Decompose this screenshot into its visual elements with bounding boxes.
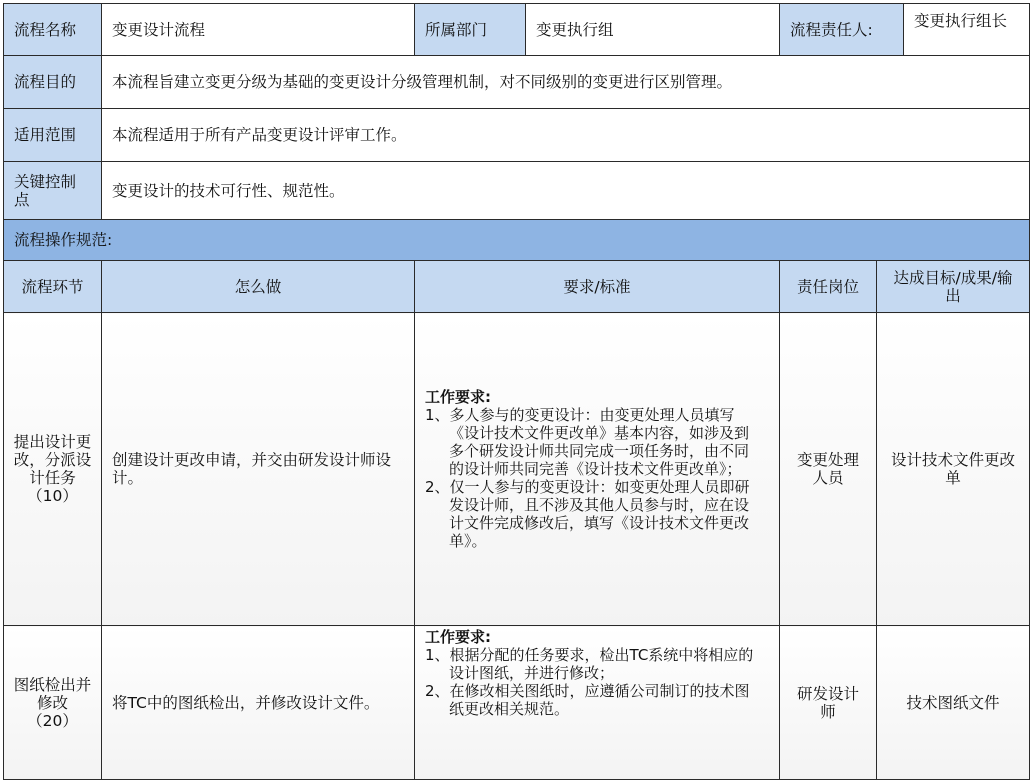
step-name: 图纸检出并修改 xyxy=(13,675,92,712)
scope-value: 本流程适用于所有产品变更设计评审工作。 xyxy=(102,109,1030,162)
requirement-item: 1、多人参与的变更设计：由变更处理人员填写《设计技术文件更改单》基本内容，如涉及到多个研发设计师共同完成一项任务时，由不同的设计师共同完善《设计技术文件更改单》； xyxy=(425,406,750,478)
role-cell: 研发设计师 xyxy=(780,626,877,780)
output-cell: 设计技术文件更改单 xyxy=(877,313,1030,626)
process-document xyxy=(3,3,1029,780)
info-row-scope xyxy=(4,109,1030,162)
requirement-cell xyxy=(415,313,780,626)
table-row xyxy=(4,626,1030,780)
section-title: 流程操作规范: xyxy=(4,220,1030,261)
col-header-output: 达成目标/成果/输出 xyxy=(877,261,1030,313)
step-name: 提出设计更改，分派设计任务 xyxy=(13,433,92,487)
role-cell: 变更处理人员 xyxy=(780,313,877,626)
step-cell xyxy=(4,313,102,626)
requirement-item: 2、仅一人参与的变更设计：如变更处理人员即研发设计师，且不涉及其他人员参与时，应在设计文件完成修改后，填写《设计技术文件更改单》。 xyxy=(425,478,750,550)
info-row-name xyxy=(4,4,1030,56)
section-band-row xyxy=(4,220,1030,261)
info-row-key xyxy=(4,162,1030,220)
col-header-requirement: 要求/标准 xyxy=(415,261,780,313)
dept-value: 变更执行组 xyxy=(526,4,780,56)
process-name-label: 流程名称 xyxy=(4,4,102,56)
requirement-cell xyxy=(415,626,780,780)
dept-label: 所属部门 xyxy=(415,4,526,56)
scope-label: 适用范围 xyxy=(4,109,102,162)
column-header-row xyxy=(4,261,1030,313)
col-header-how: 怎么做 xyxy=(102,261,415,313)
key-control-value: 变更设计的技术可行性、规范性。 xyxy=(102,162,1030,220)
col-header-step: 流程环节 xyxy=(4,261,102,313)
how-cell: 创建设计更改申请，并交由研发设计师设计。 xyxy=(102,313,415,626)
owner-value: 变更执行组长 xyxy=(904,4,1030,56)
output-cell: 技术图纸文件 xyxy=(877,626,1030,780)
requirement-item: 2、在修改相关图纸时，应遵循公司制订的技术图纸更改相关规范。 xyxy=(425,682,750,718)
key-control-label: 关键控制点 xyxy=(4,162,102,220)
table-row xyxy=(4,313,1030,626)
how-cell: 将TC中的图纸检出，并修改设计文件。 xyxy=(102,626,415,780)
step-code: （10） xyxy=(27,487,78,505)
info-row-purpose xyxy=(4,56,1030,109)
step-code: （20） xyxy=(27,711,78,730)
requirement-title: 工作要求: xyxy=(425,388,491,406)
requirement-title: 工作要求: xyxy=(425,628,491,646)
step-cell xyxy=(4,626,102,780)
requirement-item: 1、根据分配的任务要求，检出TC系统中将相应的设计图纸，并进行修改； xyxy=(425,646,754,682)
owner-label: 流程责任人: xyxy=(780,4,904,56)
purpose-label: 流程目的 xyxy=(4,56,102,109)
col-header-role: 责任岗位 xyxy=(780,261,877,313)
process-name-value: 变更设计流程 xyxy=(102,4,415,56)
process-table xyxy=(3,3,1030,780)
purpose-value: 本流程旨建立变更分级为基础的变更设计分级管理机制，对不同级别的变更进行区别管理。 xyxy=(102,56,1030,109)
